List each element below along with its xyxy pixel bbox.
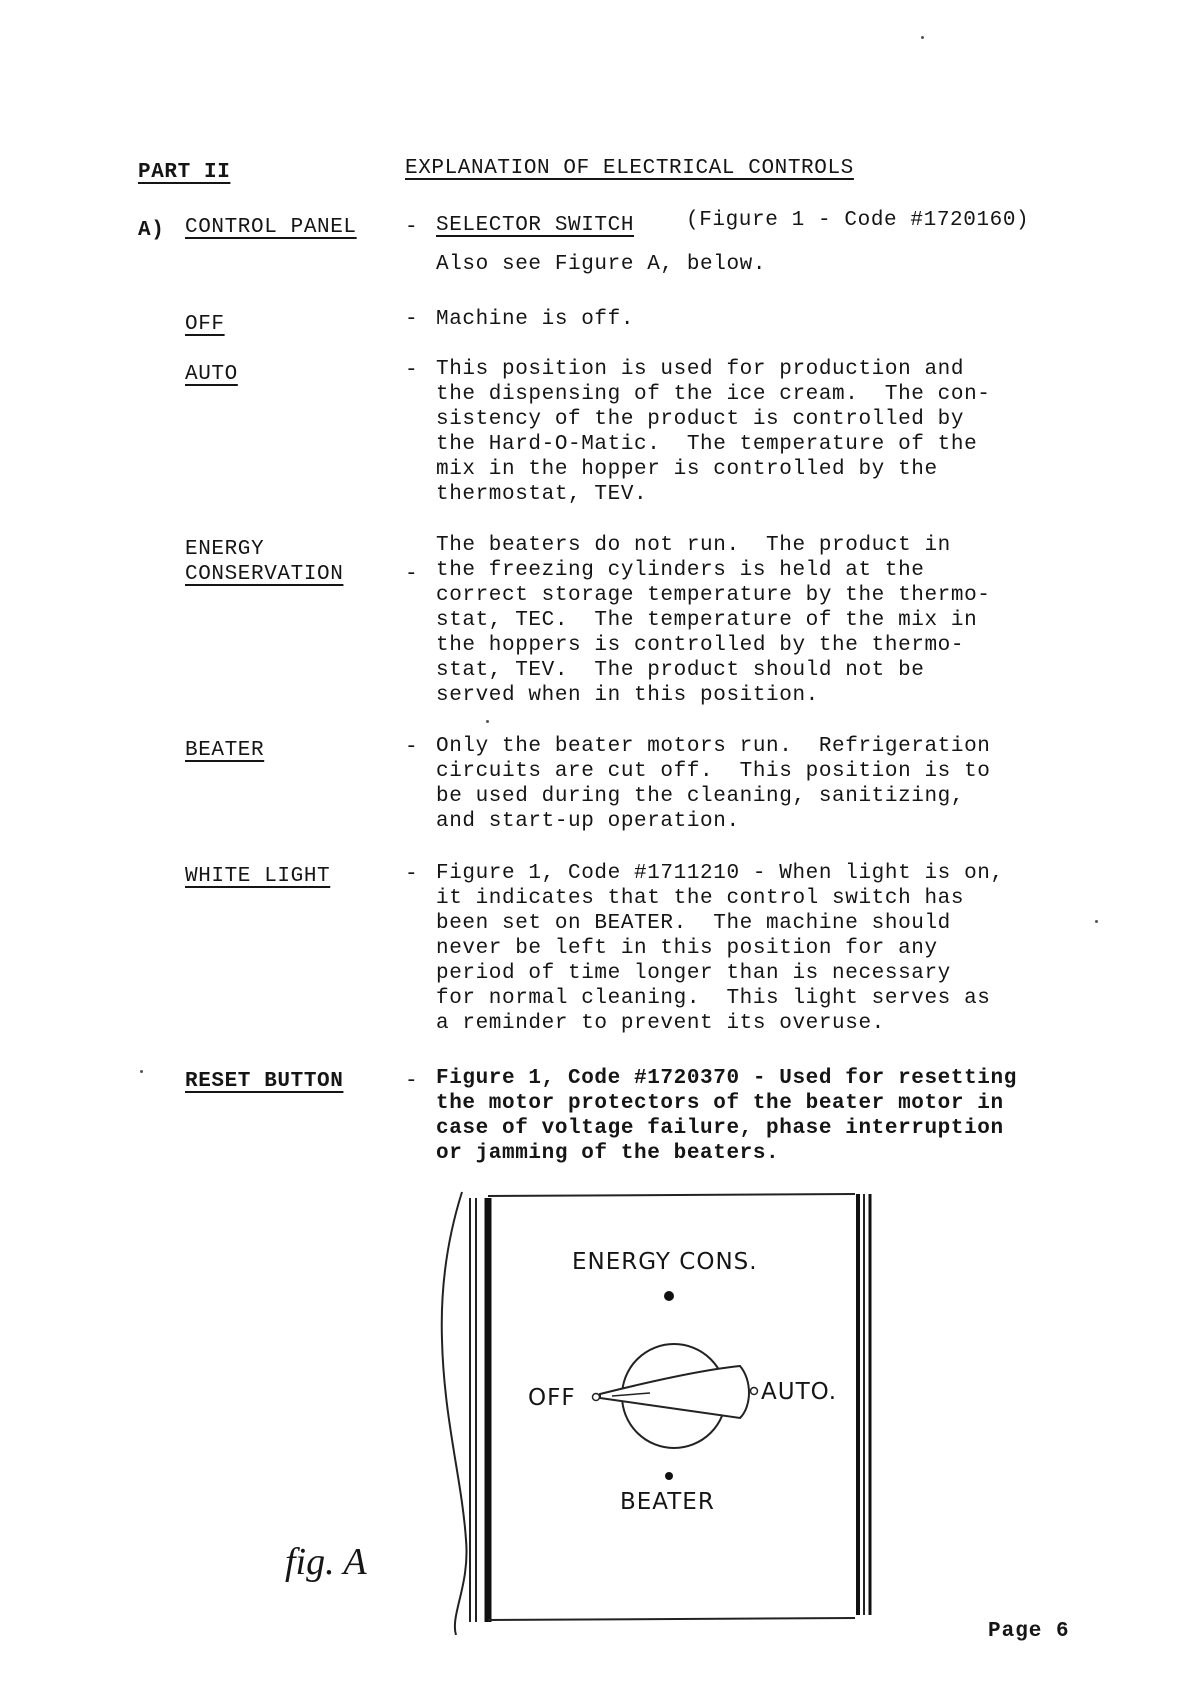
definition-line: Only the beater motors run. Refrigeration: [436, 735, 991, 758]
definition-white-light: [436, 861, 1004, 1036]
definition-line: served when in this position.: [436, 684, 819, 707]
section-prefix: A): [138, 219, 165, 242]
definition-line: be used during the cleaning, sanitizing,: [436, 785, 965, 808]
selector-switch-ref: (Figure 1 - Code #1720160): [686, 209, 1030, 232]
definition-line: Machine is off.: [436, 308, 635, 331]
definition-line: sistency of the product is controlled by: [436, 408, 965, 431]
definition-line: mix in the hopper is controlled by the: [436, 458, 938, 481]
off-position-dot: [593, 1394, 600, 1401]
term-dash: -: [405, 736, 418, 759]
page-number: Page 6: [988, 1620, 1070, 1643]
panel-edge-curve: [442, 1192, 467, 1635]
term-white-light: WHITE LIGHT: [185, 865, 331, 888]
definition-beater: [436, 734, 991, 834]
part-label: PART II: [138, 161, 231, 184]
definition-line: been set on BEATER. The machine should: [436, 912, 951, 935]
definition-line: The beaters do not run. The product in: [436, 534, 951, 557]
definition-line: the dispensing of the ice cream. The con-: [436, 383, 991, 406]
term-dash: -: [405, 1070, 418, 1093]
panel-bottom-edge: [488, 1618, 855, 1620]
page-title: EXPLANATION OF ELECTRICAL CONTROLS: [405, 157, 854, 180]
definition-line: the freezing cylinders is held at the: [436, 559, 925, 582]
definition-line: Figure 1, Code #1711210 - When light is on,: [436, 862, 1004, 885]
definition-line: the motor protectors of the beater motor in: [436, 1092, 1004, 1115]
term-conservation: CONSERVATION: [185, 563, 344, 586]
definition-line: circuits are cut off. This position is to: [436, 760, 991, 783]
definition-line: stat, TEC. The temperature of the mix in: [436, 609, 978, 632]
label-auto: AUTO.: [761, 1379, 838, 1405]
definition-line: case of voltage failure, phase interruption: [436, 1117, 1004, 1140]
term-dash: -: [405, 308, 418, 331]
definition-off: [436, 307, 634, 332]
definition-energy-conservation: [436, 533, 991, 708]
definition-line: correct storage temperature by the thermo-: [436, 584, 991, 607]
term-auto: AUTO: [185, 363, 238, 386]
beater-position-dot: [665, 1472, 673, 1480]
term-dash: -: [405, 563, 418, 586]
term-dash: -: [405, 863, 418, 886]
definition-line: or jamming of the beaters.: [436, 1142, 780, 1165]
selector-switch-label: SELECTOR SWITCH: [436, 214, 635, 237]
term-energy: ENERGY: [185, 538, 265, 561]
definition-line: Figure 1, Code #1720370 - Used for resetting: [436, 1067, 1017, 1090]
label-beater: BEATER: [620, 1489, 715, 1515]
definition-line: and start-up operation.: [436, 810, 740, 833]
figure-caption: fig. A: [285, 1541, 367, 1583]
definition-line: it indicates that the control switch has: [436, 887, 965, 910]
scan-speck: [921, 36, 924, 39]
term-beater: BEATER: [185, 739, 265, 762]
auto-position-dot: [751, 1388, 758, 1395]
definition-line: the hoppers is controlled by the thermo-: [436, 634, 965, 657]
term-dash: -: [405, 359, 418, 382]
definition-line: for normal cleaning. This light serves as: [436, 987, 991, 1010]
term-off: OFF: [185, 313, 225, 336]
selector-switch-figure: [440, 1190, 890, 1635]
section-label: CONTROL PANEL: [185, 216, 357, 239]
scan-speck: [1095, 920, 1098, 923]
label-off: OFF: [528, 1385, 576, 1411]
definition-line: a reminder to prevent its overuse.: [436, 1012, 885, 1035]
see-also-note: Also see Figure A, below.: [436, 253, 767, 276]
label-energy-cons: ENERGY CONS.: [572, 1249, 758, 1275]
energy-cons-position-dot: [664, 1291, 674, 1301]
definition-line: period of time longer than is necessary: [436, 962, 951, 985]
term-reset-button: RESET BUTTON: [185, 1070, 344, 1093]
definition-line: never be left in this position for any: [436, 937, 938, 960]
section-dash: -: [405, 216, 418, 239]
panel-top-edge: [488, 1194, 855, 1196]
definition-auto: [436, 357, 991, 507]
definition-reset-button: [436, 1066, 1017, 1166]
definition-line: thermostat, TEV.: [436, 483, 648, 506]
definition-line: the Hard-O-Matic. The temperature of the: [436, 433, 978, 456]
definition-line: This position is used for production and: [436, 358, 965, 381]
scan-speck: [486, 720, 489, 723]
scan-speck: [140, 1070, 143, 1073]
knob-pointer: [600, 1366, 749, 1418]
definition-line: stat, TEV. The product should not be: [436, 659, 925, 682]
